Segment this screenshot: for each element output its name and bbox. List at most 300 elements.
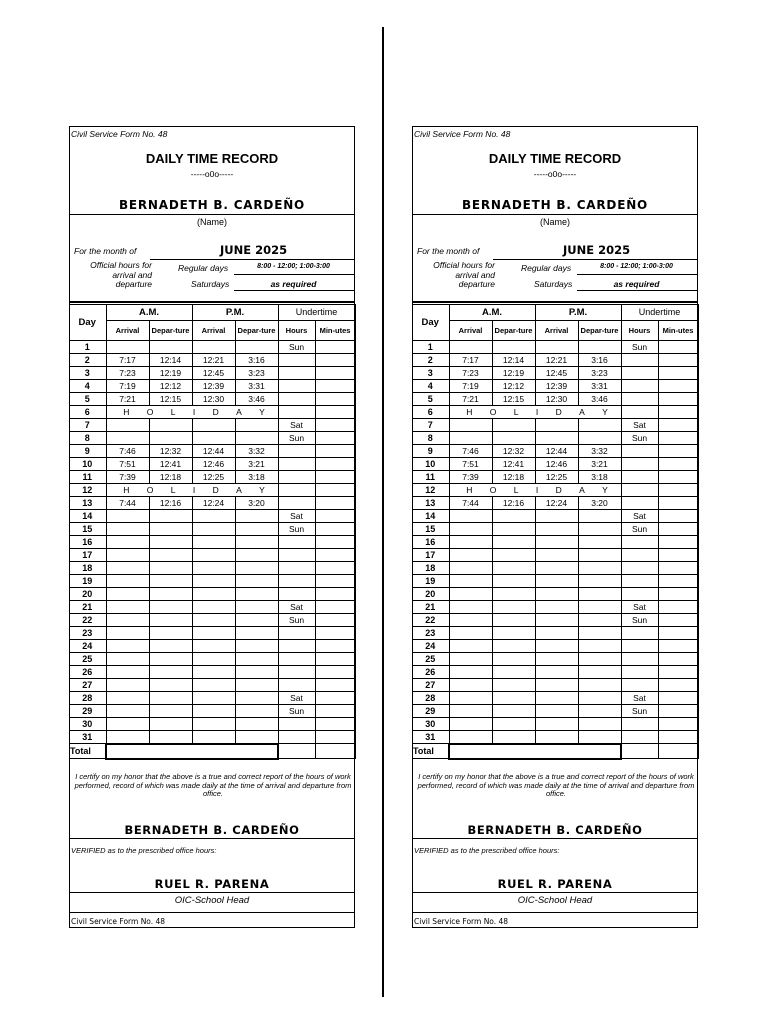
table-row [412, 718, 698, 731]
undertime-hours-cell [278, 549, 315, 562]
table-row [69, 354, 355, 367]
day-number-cell: 31 [412, 731, 449, 744]
minutes-header: Min-utes [658, 321, 698, 341]
pm-departure-cell [235, 562, 278, 575]
am-arrival-cell: 7:39 [106, 471, 149, 484]
table-row [412, 679, 698, 692]
am-header: A.M. [449, 305, 535, 321]
day-number-cell: 22 [69, 614, 106, 627]
undertime-hours-cell [621, 731, 658, 744]
am-departure-cell: 12:19 [492, 367, 535, 380]
pm-arrival-cell [535, 653, 578, 666]
undertime-minutes-cell [658, 705, 698, 718]
undertime-minutes-cell [315, 692, 355, 705]
pm-arrival-cell [535, 523, 578, 536]
undertime-hours-cell [621, 536, 658, 549]
am-arrival-cell: 7:44 [449, 497, 492, 510]
undertime-hours-cell [621, 588, 658, 601]
pm-departure-cell [235, 341, 278, 354]
undertime-minutes-cell [315, 614, 355, 627]
am-departure-cell [492, 588, 535, 601]
undertime-hours-cell [278, 380, 315, 393]
saturdays-label: Saturdays [191, 279, 230, 289]
pm-departure-cell [578, 679, 621, 692]
pm-departure-cell [578, 718, 621, 731]
pm-departure-cell [578, 588, 621, 601]
pm-arrival-cell [192, 692, 235, 705]
am-departure-cell: 12:12 [492, 380, 535, 393]
undertime-hours-cell [621, 627, 658, 640]
holiday-letter: Y [602, 406, 608, 417]
am-departure-cell [149, 718, 192, 731]
am-arrival-header: Arrival [449, 321, 492, 341]
table-row [69, 731, 355, 744]
undertime-hours-cell: Sat [621, 419, 658, 432]
undertime-hours-cell [278, 679, 315, 692]
pm-arrival-cell [192, 640, 235, 653]
pm-departure-cell [235, 601, 278, 614]
undertime-hours-cell: Sat [278, 601, 315, 614]
month-value: JUNE 2025 [220, 243, 288, 257]
pm-arrival-cell [192, 718, 235, 731]
pm-arrival-cell [535, 588, 578, 601]
pm-arrival-cell: 12:45 [535, 367, 578, 380]
holiday-letter: L [513, 406, 519, 417]
holiday-letter: H [123, 484, 130, 495]
table-row [412, 510, 698, 523]
saturdays-underline [577, 290, 698, 291]
undertime-hours-cell: Sun [621, 705, 658, 718]
saturdays-value: as required [613, 279, 660, 289]
table-row [69, 692, 355, 705]
pm-arrival-cell [192, 549, 235, 562]
pm-departure-cell [578, 536, 621, 549]
undertime-minutes-cell [658, 666, 698, 679]
holiday-letter: D [212, 484, 219, 495]
am-arrival-cell: 7:19 [449, 380, 492, 393]
table-row [412, 380, 698, 393]
am-departure-cell: 12:16 [149, 497, 192, 510]
table-row [69, 458, 355, 471]
pm-arrival-cell [192, 523, 235, 536]
am-arrival-cell: 7:23 [449, 367, 492, 380]
day-number-cell: 6 [412, 406, 449, 419]
undertime-minutes-cell [315, 627, 355, 640]
day-number-cell: 13 [412, 497, 449, 510]
undertime-hours-cell: Sun [278, 523, 315, 536]
pm-departure-cell [578, 731, 621, 744]
holiday-letter: O [146, 484, 154, 495]
am-arrival-cell [449, 679, 492, 692]
day-number-cell: 28 [69, 692, 106, 705]
undertime-hours-cell: Sun [278, 705, 315, 718]
table-row [412, 432, 698, 445]
footer-rule [70, 912, 354, 913]
day-number-cell: 26 [69, 666, 106, 679]
employee-name: BERNADETH B. CARDEÑO [118, 198, 306, 212]
undertime-minutes-cell [315, 601, 355, 614]
am-arrival-cell [106, 549, 149, 562]
day-number-cell: 3 [412, 367, 449, 380]
undertime-minutes-cell [658, 497, 698, 510]
pm-arrival-cell: 12:21 [535, 354, 578, 367]
holiday-letter: L [170, 484, 176, 495]
table-row [69, 432, 355, 445]
am-arrival-header: Arrival [106, 321, 149, 341]
title-separator: -----o0o----- [190, 169, 234, 179]
am-departure-cell [149, 731, 192, 744]
undertime-minutes-cell [658, 458, 698, 471]
table-row [69, 484, 355, 497]
am-arrival-cell: 7:51 [106, 458, 149, 471]
am-departure-cell: 12:15 [492, 393, 535, 406]
undertime-hours-cell [278, 354, 315, 367]
pm-arrival-cell: 12:46 [192, 458, 235, 471]
am-departure-cell: 12:16 [492, 497, 535, 510]
undertime-minutes-cell [315, 562, 355, 575]
holiday-letter: H [466, 406, 473, 417]
day-number-cell: 30 [412, 718, 449, 731]
am-arrival-cell: 7:46 [106, 445, 149, 458]
undertime-hours-cell [278, 640, 315, 653]
day-number-cell: 20 [412, 588, 449, 601]
total-row [412, 744, 698, 759]
month-label: For the month of [74, 246, 137, 256]
am-arrival-cell [449, 432, 492, 445]
holiday-cell [449, 406, 621, 419]
pm-departure-cell: 3:32 [578, 445, 621, 458]
head-position: OIC-School Head [517, 895, 593, 906]
total-minutes-cell [658, 744, 698, 759]
pm-arrival-cell [535, 640, 578, 653]
table-row [412, 367, 698, 380]
am-departure-cell [149, 536, 192, 549]
table-row [69, 653, 355, 666]
table-row [412, 497, 698, 510]
pm-header: P.M. [535, 305, 621, 321]
undertime-minutes-cell [658, 445, 698, 458]
am-departure-cell: 12:41 [492, 458, 535, 471]
am-arrival-cell [449, 549, 492, 562]
undertime-minutes-cell [658, 679, 698, 692]
pm-departure-cell [235, 666, 278, 679]
undertime-minutes-cell [658, 341, 698, 354]
table-row [412, 536, 698, 549]
table-row [69, 666, 355, 679]
am-arrival-cell [449, 575, 492, 588]
am-departure-cell: 12:14 [149, 354, 192, 367]
pm-arrival-cell [192, 666, 235, 679]
pm-departure-cell [578, 341, 621, 354]
am-arrival-cell [106, 692, 149, 705]
saturdays-underline [234, 290, 355, 291]
pm-arrival-cell [192, 341, 235, 354]
pm-departure-cell: 3:16 [578, 354, 621, 367]
undertime-minutes-cell [315, 588, 355, 601]
am-departure-header: Depar-ture [492, 321, 535, 341]
undertime-hours-cell [621, 406, 658, 419]
undertime-hours-cell [621, 640, 658, 653]
undertime-minutes-cell [658, 731, 698, 744]
undertime-minutes-cell [658, 640, 698, 653]
undertime-hours-cell: Sun [621, 341, 658, 354]
am-arrival-cell [106, 640, 149, 653]
undertime-minutes-cell [315, 445, 355, 458]
am-arrival-cell: 7:21 [449, 393, 492, 406]
month-underline [150, 259, 355, 260]
am-departure-cell: 12:19 [149, 367, 192, 380]
certification-text: I certify on my honor that the above is a true and correct report of the hours of work performed, record of which was made daily at the time of arrival and departure from office. [417, 772, 695, 798]
footer-form-number: Civil Service Form No. 48 [71, 917, 166, 926]
day-number-cell: 4 [412, 380, 449, 393]
undertime-hours-cell [621, 549, 658, 562]
am-departure-cell [149, 432, 192, 445]
pm-arrival-cell [192, 510, 235, 523]
undertime-hours-cell [621, 380, 658, 393]
pm-departure-cell [578, 627, 621, 640]
pm-arrival-cell: 12:39 [192, 380, 235, 393]
undertime-hours-cell [621, 458, 658, 471]
am-arrival-cell [449, 653, 492, 666]
am-departure-cell [492, 575, 535, 588]
table-row [412, 627, 698, 640]
am-departure-cell [149, 666, 192, 679]
table-subheader-row [69, 321, 355, 341]
pm-departure-cell [235, 718, 278, 731]
pm-departure-cell [578, 432, 621, 445]
am-departure-cell [492, 510, 535, 523]
day-number-cell: 16 [412, 536, 449, 549]
pm-departure-cell: 3:20 [578, 497, 621, 510]
undertime-hours-cell [621, 445, 658, 458]
am-arrival-cell: 7:17 [449, 354, 492, 367]
table-row [412, 731, 698, 744]
undertime-minutes-cell [315, 536, 355, 549]
table-row [69, 588, 355, 601]
holiday-letter: H [123, 406, 130, 417]
am-departure-cell [492, 679, 535, 692]
regular-days-value: 8:00 - 12:00; 1:00-3:00 [600, 263, 673, 270]
undertime-minutes-cell [658, 562, 698, 575]
holiday-letter: O [146, 406, 154, 417]
day-number-cell: 29 [412, 705, 449, 718]
undertime-hours-cell [621, 484, 658, 497]
month-value: JUNE 2025 [563, 243, 631, 257]
pm-departure-header: Depar-ture [235, 321, 278, 341]
holiday-letter: O [489, 484, 497, 495]
total-hours-cell [621, 744, 658, 759]
pm-departure-cell: 3:23 [235, 367, 278, 380]
day-number-cell: 17 [69, 549, 106, 562]
undertime-hours-cell [621, 653, 658, 666]
table-row [412, 471, 698, 484]
am-departure-cell [149, 601, 192, 614]
table-row [69, 575, 355, 588]
time-record-body [412, 305, 698, 759]
am-arrival-cell [106, 432, 149, 445]
undertime-minutes-cell [658, 549, 698, 562]
undertime-hours-cell [621, 367, 658, 380]
am-departure-cell [492, 705, 535, 718]
day-number-cell: 9 [69, 445, 106, 458]
undertime-minutes-cell [658, 367, 698, 380]
pm-arrival-header: Arrival [535, 321, 578, 341]
am-arrival-cell [106, 718, 149, 731]
total-time-cell [106, 744, 278, 759]
undertime-hours-cell [621, 718, 658, 731]
pm-departure-cell [235, 653, 278, 666]
holiday-letter: D [555, 484, 562, 495]
footer-form-number: Civil Service Form No. 48 [414, 917, 509, 926]
pm-departure-cell: 3:23 [578, 367, 621, 380]
total-minutes-cell [315, 744, 355, 759]
pm-arrival-cell [192, 627, 235, 640]
am-arrival-cell [106, 679, 149, 692]
undertime-minutes-cell [315, 497, 355, 510]
undertime-hours-cell: Sun [278, 614, 315, 627]
am-arrival-cell [106, 562, 149, 575]
am-arrival-cell [449, 523, 492, 536]
pm-arrival-cell: 12:30 [192, 393, 235, 406]
table-row [69, 718, 355, 731]
pm-arrival-cell: 12:25 [535, 471, 578, 484]
undertime-minutes-cell [315, 406, 355, 419]
am-arrival-cell [106, 705, 149, 718]
undertime-minutes-cell [315, 419, 355, 432]
official-hours-label: Official hours for arrival and departure [90, 260, 152, 289]
dtr-form-right [412, 126, 698, 928]
table-row [412, 666, 698, 679]
am-departure-cell [492, 692, 535, 705]
am-departure-cell [149, 562, 192, 575]
am-departure-cell [492, 601, 535, 614]
am-arrival-cell: 7:17 [106, 354, 149, 367]
holiday-letter: A [579, 406, 585, 417]
day-number-cell: 10 [69, 458, 106, 471]
holiday-letter: D [212, 406, 219, 417]
day-number-cell: 27 [412, 679, 449, 692]
pm-arrival-cell: 12:21 [192, 354, 235, 367]
holiday-letter: D [555, 406, 562, 417]
pm-arrival-cell [192, 614, 235, 627]
pm-departure-cell [235, 705, 278, 718]
undertime-minutes-cell [315, 484, 355, 497]
table-row [69, 627, 355, 640]
undertime-minutes-cell [315, 458, 355, 471]
name-caption: (Name) [196, 217, 227, 227]
form-number: Civil Service Form No. 48 [71, 129, 168, 139]
day-number-cell: 5 [69, 393, 106, 406]
day-number-cell: 2 [412, 354, 449, 367]
undertime-minutes-cell [315, 666, 355, 679]
undertime-minutes-cell [315, 393, 355, 406]
pm-departure-cell: 3:46 [578, 393, 621, 406]
day-number-cell: 10 [412, 458, 449, 471]
undertime-hours-cell [621, 679, 658, 692]
undertime-minutes-cell [315, 718, 355, 731]
day-number-cell: 26 [412, 666, 449, 679]
hours-header: Hours [621, 321, 658, 341]
day-number-cell: 20 [69, 588, 106, 601]
pm-departure-cell: 3:46 [235, 393, 278, 406]
day-number-cell: 14 [412, 510, 449, 523]
undertime-minutes-cell [658, 692, 698, 705]
undertime-minutes-cell [315, 705, 355, 718]
table-row [69, 536, 355, 549]
am-arrival-cell [449, 536, 492, 549]
pm-arrival-cell: 12:44 [192, 445, 235, 458]
am-arrival-cell [449, 510, 492, 523]
pm-arrival-cell: 12:25 [192, 471, 235, 484]
undertime-hours-cell [621, 666, 658, 679]
undertime-minutes-cell [658, 484, 698, 497]
pm-departure-cell: 3:18 [578, 471, 621, 484]
undertime-hours-cell: Sun [621, 523, 658, 536]
undertime-hours-cell [278, 445, 315, 458]
day-number-cell: 24 [412, 640, 449, 653]
am-departure-cell [492, 419, 535, 432]
undertime-hours-cell [278, 367, 315, 380]
undertime-hours-cell [278, 588, 315, 601]
holiday-letter: Y [259, 406, 265, 417]
pm-arrival-cell [192, 705, 235, 718]
table-row [69, 705, 355, 718]
undertime-hours-cell [278, 666, 315, 679]
pm-arrival-cell [192, 432, 235, 445]
undertime-minutes-cell [658, 601, 698, 614]
day-number-cell: 23 [69, 627, 106, 640]
day-number-cell: 21 [412, 601, 449, 614]
am-arrival-cell: 7:51 [449, 458, 492, 471]
day-number-cell: 7 [412, 419, 449, 432]
table-row [412, 549, 698, 562]
pm-departure-cell: 3:32 [235, 445, 278, 458]
am-departure-cell [492, 653, 535, 666]
undertime-hours-cell [621, 575, 658, 588]
pm-arrival-cell [192, 653, 235, 666]
am-arrival-cell [449, 614, 492, 627]
pm-arrival-cell [535, 731, 578, 744]
total-row [69, 744, 355, 759]
table-row [69, 393, 355, 406]
day-number-cell: 11 [412, 471, 449, 484]
time-record-body [69, 305, 355, 759]
table-row [412, 523, 698, 536]
total-label: Total [412, 744, 449, 759]
table-subheader-row [412, 321, 698, 341]
pm-departure-cell [578, 419, 621, 432]
am-departure-cell [149, 510, 192, 523]
pm-departure-cell [235, 640, 278, 653]
table-row [69, 380, 355, 393]
pm-arrival-header: Arrival [192, 321, 235, 341]
pm-arrival-cell: 12:45 [192, 367, 235, 380]
table-row [412, 354, 698, 367]
pm-departure-cell: 3:20 [235, 497, 278, 510]
am-departure-cell [149, 692, 192, 705]
am-arrival-cell [106, 523, 149, 536]
pm-departure-cell [578, 640, 621, 653]
official-hours-label: Official hours for arrival and departure [433, 260, 495, 289]
employee-name: BERNADETH B. CARDEÑO [461, 198, 649, 212]
undertime-minutes-cell [315, 549, 355, 562]
pm-arrival-cell: 12:39 [535, 380, 578, 393]
day-number-cell: 4 [69, 380, 106, 393]
undertime-hours-cell [621, 471, 658, 484]
am-departure-cell: 12:32 [492, 445, 535, 458]
table-row [412, 692, 698, 705]
holiday-cell [106, 484, 278, 497]
